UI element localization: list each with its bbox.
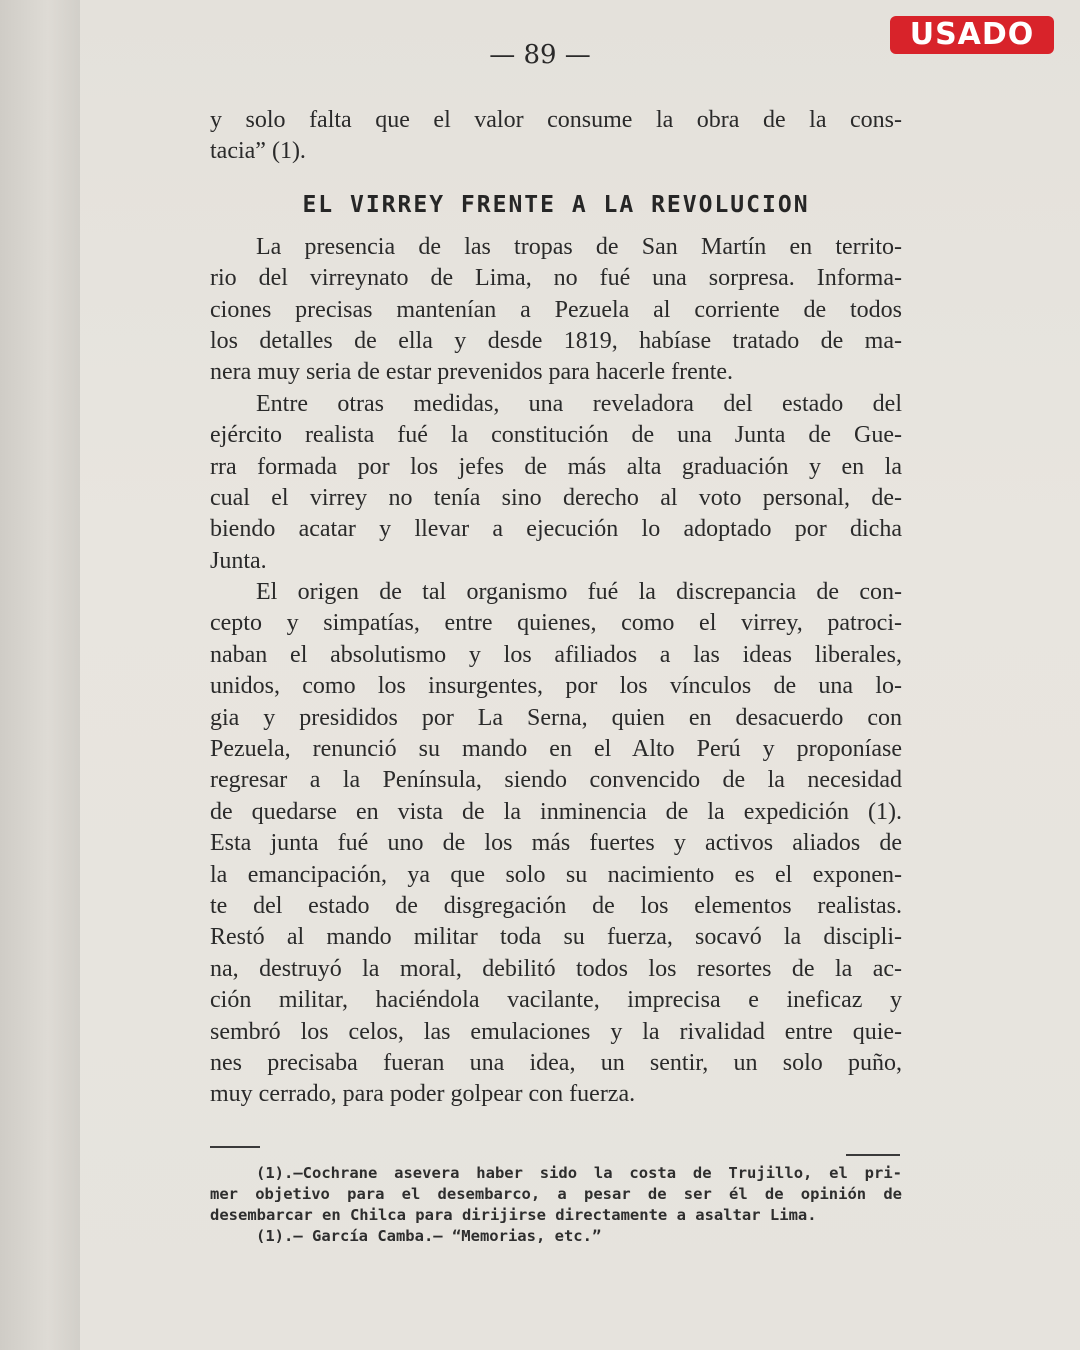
page-body: [210, 105, 902, 1111]
text-line: nes precisaba fueran una idea, un sentir, un solo puño,: [210, 1049, 902, 1076]
text-line: y solo falta que el valor consume la obra de la cons-: [210, 107, 902, 133]
text-line: te del estado de disgregación de los elementos realistas.: [210, 892, 902, 919]
text-line: tacia” (1).: [210, 138, 306, 165]
text-line: Esta junta fué uno de los más fuertes y activos aliados de: [210, 830, 902, 857]
footnote-divider-right: [846, 1154, 900, 1156]
footnote-line: mer objetivo para el desembarco, a pesar de ser él de opinión de: [210, 1185, 902, 1203]
footnote-line: (1).—Cochrane asevera haber sido la costa de Trujillo, el pri-: [256, 1164, 902, 1182]
text-line: biendo acatar y llevar a ejecución lo adoptado por dicha: [210, 516, 902, 543]
intro-text: [210, 105, 902, 168]
text-line: ción militar, haciéndola vacilante, imprecisa e ineficaz y: [210, 987, 902, 1014]
text-line: cepto y simpatías, entre quienes, como el virrey, patroci-: [210, 610, 902, 637]
text-line: naban el absolutismo y los afiliados a las ideas liberales,: [210, 641, 902, 668]
text-line: cual el virrey no tenía sino derecho al voto personal, de-: [210, 484, 902, 511]
text-line: regresar a la Península, siendo convencido de la necesidad: [210, 767, 902, 794]
text-line: ciones precisas mantenían a Pezuela al corriente de todos: [210, 296, 902, 323]
footnote-line: desembarcar en Chilca para dirijirse directamente a asaltar Lima.: [210, 1206, 817, 1224]
text-line: unidos, como los insurgentes, por los vínculos de una lo-: [210, 673, 902, 700]
text-line: na, destruyó la moral, debilitó todos los resortes de la ac-: [210, 955, 902, 982]
section-heading: EL VIRREY FRENTE A LA REVOLUCION: [302, 191, 810, 218]
text-line: Junta.: [210, 547, 267, 574]
text-line: Restó al mando militar toda su fuerza, socavó la discipli-: [210, 924, 902, 951]
text-line: muy cerrado, para poder golpear con fuerza.: [210, 1081, 636, 1108]
paragraph-3: [210, 577, 902, 1111]
text-line: rio del virreynato de Lima, no fué una sorpresa. Informa-: [210, 265, 902, 292]
book-spine: [0, 0, 81, 1350]
footnotes: [210, 1163, 902, 1247]
text-line: de quedarse en vista de la inminencia de la expedición (1).: [210, 798, 902, 825]
text-line: Pezuela, renunció su mando en el Alto Perú y proponíase: [210, 736, 902, 763]
paragraph-2: [210, 389, 902, 577]
footnote-line: (1).— García Camba.— “Memorias, etc.”: [256, 1227, 602, 1245]
text-line: rra formada por los jefes de más alta graduación y en la: [210, 453, 902, 480]
text-line: la emancipación, ya que solo su nacimiento es el exponen-: [210, 861, 902, 888]
text-line: La presencia de las tropas de San Martín en territo-: [256, 233, 902, 260]
text-line: ejército realista fué la constitución de una Junta de Gue-: [210, 422, 902, 449]
text-line: nera muy seria de estar prevenidos para hacerle frente.: [210, 359, 734, 386]
text-line: El origen de tal organismo fué la discrepancia de con-: [256, 579, 902, 606]
text-line: Entre otras medidas, una reveladora del estado del: [256, 390, 902, 417]
paragraph-1: [210, 232, 902, 389]
text-line: gia y presididos por La Serna, quien en desacuerdo con: [210, 704, 902, 731]
footnote-divider: [210, 1146, 260, 1148]
text-line: los detalles de ella y desde 1819, habíase tratado de ma-: [210, 327, 902, 354]
page-number: — 89 —: [489, 40, 591, 70]
text-line: sembró los celos, las emulaciones y la rivalidad entre quie-: [210, 1018, 902, 1045]
used-badge: USADO: [890, 16, 1054, 54]
